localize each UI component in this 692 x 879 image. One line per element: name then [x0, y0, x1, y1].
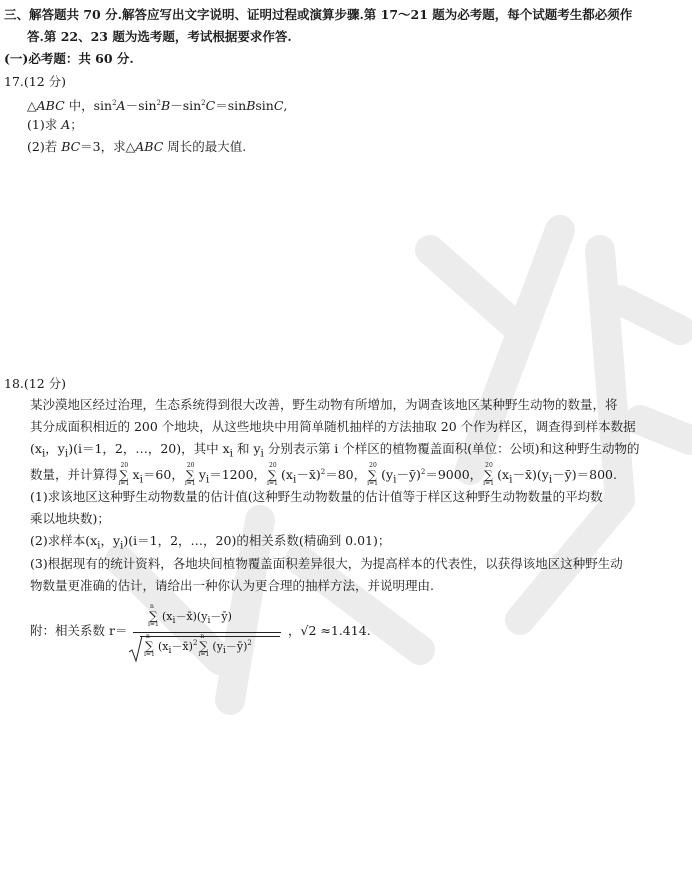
fraction-bar: [133, 632, 281, 633]
sqrt-sign-icon: [129, 636, 143, 662]
formula-label: 附：相关系数 r＝: [30, 623, 128, 638]
section-header-line2: 答.第 22、23 题为选考题，考试根据要求作答.: [27, 29, 292, 44]
q17-stem: △ABC 中，$\sin^2A-\sin^2B-\sin^2C=sinBsinC$,: [27, 98, 288, 113]
q17-part1: (1)求 A；: [27, 117, 83, 132]
summation-symbol: 20 ∑ i=1: [267, 461, 278, 487]
summation-symbol: 20 ∑ i=1: [118, 461, 130, 487]
q18-part1-line2: 乘以地块数)；: [30, 511, 110, 526]
section-header-line1: 三、解答题共 70 分.解答应写出文字说明、证明过程或演算步骤.第 17～21 题为必考题，每个试题考生都必须作: [4, 7, 633, 22]
sqrt-vinculum: [140, 636, 280, 637]
formula-denominator: n ∑ i=1 $(x_i-x̄)^2$ n ∑ i=1 $(y_i-ȳ)^2$: [144, 633, 252, 658]
q17-part2: (2)若 BC＝3，求△ABC 周长的最大值.: [27, 139, 247, 154]
formula-numerator: n ∑ i=1 $(x_i-x̄)(y_i-ȳ)$: [148, 603, 232, 628]
q18-paragraph-line3: ($x_i$，$y_i)(i=1$，2，…，20)，其中 $x_i$ 和 $y_i$ 分别表示第 i 个样区的植物覆盖面积(单位：公顷)和这种野生动物的: [30, 441, 640, 460]
summation-symbol: n ∑ i=1: [144, 633, 155, 658]
summation-symbol: n ∑ i=1: [198, 633, 210, 658]
summation-symbol: 20 ∑ i=1: [483, 461, 494, 487]
q18-paragraph-line1: 某沙漠地区经过治理，生态系统得到很大改善，野生动物有所增加，为调查该地区某种野生动物的数量，将: [30, 397, 618, 412]
q18-part3-line1: (3)根据现有的统计资料，各地块间植物覆盖面积差异很大，为提高样本的代表性，以获得该地区这种野生动: [30, 556, 623, 571]
summation-symbol: 20 ∑ i=1: [184, 461, 196, 487]
q18-part3-line2: 物数量更准确的估计，请给出一种你认为更合理的抽样方法，并说明理由.: [30, 578, 434, 593]
q18-paragraph-line4: 数量，并计算得 20 ∑ i=1 $x_i=60$， 20 ∑ i=1 $y_i=1200$， 20 ∑ i=1 $(x_i-x̄)^2=80$， 20 ∑ i=1 $(y_i-ȳ)^2=9000$， 20 ∑ i=1 $(x_i-x̄)(y_i-ȳ)=800$.: [30, 461, 617, 487]
correlation-formula: [125, 600, 290, 664]
q18-number: 18.(12 分): [4, 376, 67, 391]
summation-symbol: 20 ∑ i=1: [367, 461, 378, 487]
q18-part2: (2)求样本($x_i$，$y_i)(i=1$，2，…，20)的相关系数(精确到 0.01)；: [30, 533, 391, 552]
q17-number: 17.(12 分): [4, 74, 67, 89]
summation-symbol: n ∑ i=1: [148, 603, 159, 628]
q18-part1-line1: (1)求该地区这种野生动物数量的估计值(这种野生动物数量的估计值等于样区这种野生动物数量的平均数: [30, 489, 603, 504]
formula-suffix: ，√2 ≈1.414.: [288, 623, 371, 638]
subsection-header: (一)必考题：共 60 分.: [4, 51, 134, 66]
q18-paragraph-line2: 其分成面积相近的 200 个地块，从这些地块中用简单随机抽样的方法抽取 20 个作为样区，调查得到样本数据: [30, 419, 636, 434]
